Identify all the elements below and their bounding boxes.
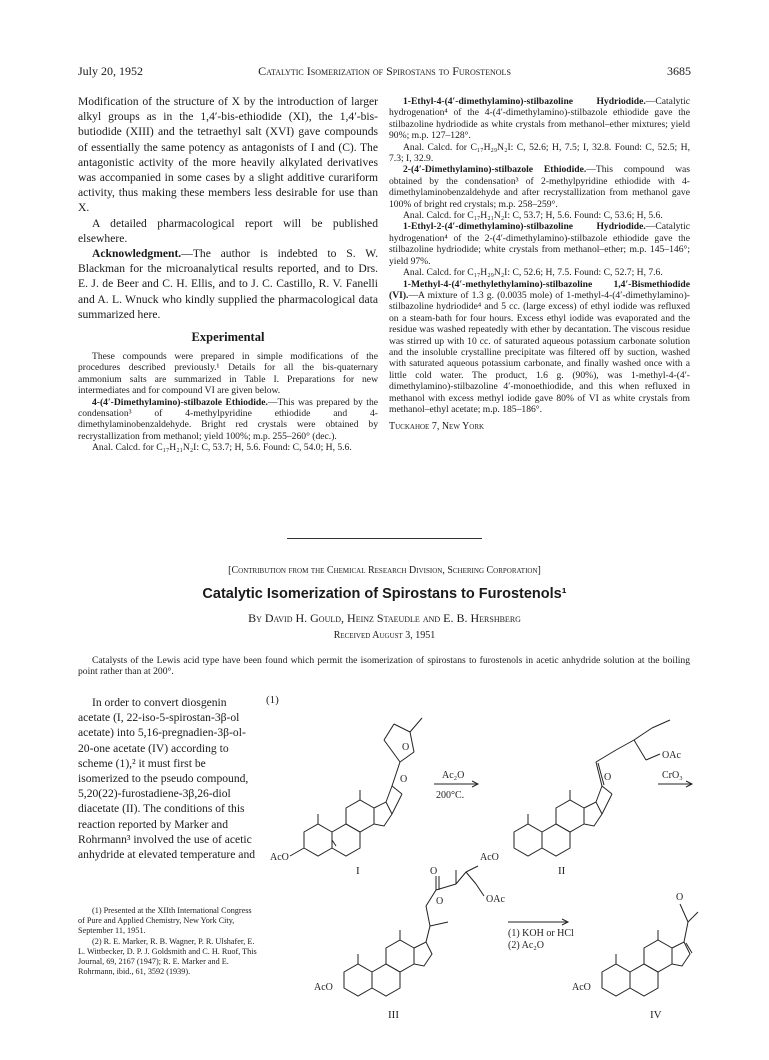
acetoxy-label-III: AcO	[314, 982, 333, 993]
entry-1	[389, 96, 690, 142]
experimental-stilbazole	[78, 397, 378, 443]
label-IV: IV	[650, 1009, 662, 1021]
entry-1-analysis: Anal. Calcd. for C₁₇H₂₉N₂I: C, 52.6; H, 7.5; I, 32.8. Found: C, 52.5; H, 7.3; I, 32.9.	[389, 141, 690, 165]
acetoxy-label-II-side: OAc	[662, 750, 681, 761]
article-authors: By David H. Gould, Heinz Staeudle and E. B. Hershberg	[248, 611, 521, 625]
footnotes	[78, 906, 258, 977]
running-title: Catalytic Isomerization of Spirostans to Furostenols	[258, 64, 511, 78]
article-separator	[287, 538, 482, 539]
carbonyl-oxygen-III: O	[430, 866, 438, 877]
entry-4-heading: 1-Methyl-4-(4′-methylethylamino)-stilbazoline 1,4′-Bismethiodide (VI).	[389, 278, 690, 301]
arrow-cro3	[658, 770, 692, 787]
entry-1-body: —Catalytic hydrogenation⁴ of the 4-(4′-dimethylamino)-stilbazole ethiodide gave the stilbazoline hydriodide as white crystals from methanol–ether mixtures; yield 90%; m.p. 127–128°.	[389, 96, 690, 142]
intro-paragraph: In order to convert diosgenin acetate (I, 22-iso-5-spirostan-3β-ol acetate) into 5,16-pregnadien-3β-ol-20-one acetate (IV) according to scheme (1),² it must first be isomerized to the pseudo compound, 5,20(22)-furostadiene-3β,26-diol diacetate (II). The conditions of this reaction reported by Marker and Rohrmann³ involved the use of acetic anhydride at elevated temperature and	[78, 696, 256, 862]
stilbazole-body: —This was prepared by the condensation³ of 4-methylpyridine ethiodide and 4-dimethylaminobenzaldehyde. Bright red crystals were obtained by recrystallization from methanol; yield 100%; m.p. 255–260° (dec.).	[78, 396, 378, 442]
place-signature: Tuckahoe 7, New York	[389, 421, 485, 433]
ring-oxygen-I-b: O	[402, 742, 410, 753]
entry-3	[389, 221, 690, 267]
header-date: July 20, 1952	[78, 64, 144, 78]
entry-3-analysis: Anal. Calcd. for C₁₇H₂₉N₂I: C, 52.6; H, 7.5. Found: C, 52.7; H, 7.6.	[403, 267, 663, 279]
entry-3-heading: 1-Ethyl-2-(4′-dimethylamino)-stilbazoline Hydriodide.	[403, 221, 646, 233]
ring-oxygen-I-a: O	[400, 774, 408, 785]
entry-4-body: —A mixture of 1.3 g. (0.0035 mole) of 1-methyl-4-(4′-dimethylamino)-stilbazoline hydriodide⁴ and 5 cc. (large excess) of ethyl iodide was refluxed on a steam-bath for four hours. Excess ethyl iodide was evaporated and the residue was washed repeatedly with ether by decantation. The viscous residue was stirred up with 10 cc. of saturated aqueous potassium carbonate solution and the insoluble crystalline precipitate was filtered off by suction, washed with saturated aqueous potassium carbonate, and finally washed once with a little cold water. The product, 1.6 g. (90%), was 1-methyl-4-(4′-dimethylamino)-stilbazoline 4′-monoethiodide, and this when refluxed in methanol with excess methyl iodide gave 80% of VI as white crystals from methanol–ethyl acetate; m.p. 185–186°.	[389, 289, 690, 415]
structure-III	[314, 866, 505, 1021]
footnote-1: (1) Presented at the XIIth International Congress of Pure and Applied Chemistry, New York City, September 11, 1951.	[78, 906, 252, 936]
structure-IV	[572, 892, 698, 1021]
reagent-koh: (1) KOH or HCl	[508, 928, 574, 939]
ester-oxygen-III: O	[436, 896, 444, 907]
footnote-2: (2) R. E. Marker, R. B. Wagner, P. R. Ulshafer, E. L. Wittbecker, D. P. J. Goldsmith and C. H. Ruof, This Journal, 69, 2167 (1947); R. E. Marker and E. Rohrmann, ibid., 61, 3592 (1939).	[78, 936, 257, 977]
entry-2-heading: 2-(4′-Dimethylamino)-stilbazole Ethiodide.	[403, 164, 587, 176]
arrow-ac2o	[434, 770, 478, 801]
right-column	[389, 96, 690, 433]
ketone-oxygen-IV: O	[676, 892, 684, 903]
reagent-temperature: 200°C.	[436, 790, 465, 801]
abstract: Catalysts of the Lewis acid type have been found which permit the isomerization of spirostans to furostenols in acetic anhydride solution at the boiling point rather than at 200°.	[78, 655, 690, 678]
entry-2	[389, 164, 690, 210]
stilbazole-heading: 4-(4′-Dimethylamino)-stilbazole Ethiodide.	[92, 396, 268, 408]
contribution-line: [Contribution from the Chemical Research Division, Schering Corporation]	[228, 565, 541, 576]
article-title: Catalytic Isomerization of Spirostans to Furostenols¹	[202, 586, 567, 602]
acetoxy-label-II: AcO	[480, 852, 499, 863]
acknowledgment	[78, 246, 378, 322]
entry-4	[389, 279, 690, 416]
reagent-ac2o: Ac₂O	[442, 770, 465, 781]
acknowledgment-body: —The author is indebted to S. W. Blackman for the microanalytical results reported, and to Drs. E. J. de Beer and C. H. Ellis, and to J. C. Castillo, R. V. Fanelli and A. L. Wnuck who kindly supplied the pharmacological data summarized here.	[78, 247, 378, 321]
label-III: III	[388, 1009, 399, 1021]
entry-3-body: —Catalytic hydrogenation⁴ of the 2-(4′-dimethylamino)-stilbazole ethiodide gave the stilbazoline hydriodide; white crystals from methanol–ether; m.p. 145–146°; yield 97%.	[389, 221, 690, 267]
stilbazole-analysis: Anal. Calcd. for C₁₇H₂₁N₂I: C, 53.7; H, 5.6. Found: C, 54.0; H, 5.6.	[92, 442, 352, 454]
arrow-hydrolysis	[508, 919, 574, 951]
acknowledgment-heading: Acknowledgment.	[92, 247, 182, 261]
intro-column	[78, 695, 258, 862]
label-I: I	[356, 865, 360, 877]
section-title-experimental: Experimental	[191, 330, 265, 345]
reagent-ac2o-2: (2) Ac₂O	[508, 940, 544, 951]
ring-oxygen-II: O	[604, 772, 612, 783]
paragraph-modification: Modification of the structure of X by the introduction of larger alkyl groups as in the 1,4′-bis-ethiodide (XI), the 1,4′-bis-butiodide (XIII) and the tetraethyl salt (XVI) gave compounds of essentially the same potency as antagonists of I and (C). The antagonistic activity of the more heavily alkylated derivatives was accompanied in some cases by a slight additive curariform activity, thus making these members less desirable for use than X.	[78, 95, 378, 215]
abstract-block	[78, 655, 690, 678]
experimental-intro: These compounds were prepared in simple modifications of the procedures described previously.¹ Details for all the bis-quaternary ammonium salts are summarized in Table I. Preparations for new intermediates and for compound VI are given below.	[78, 351, 378, 397]
paragraph-report: A detailed pharmacological report will be published elsewhere.	[78, 216, 378, 245]
acetoxy-label-I: AcO	[270, 852, 289, 863]
structure-II	[480, 720, 681, 877]
reaction-scheme	[260, 690, 700, 1050]
entry-1-heading: 1-Ethyl-4-(4′-dimethylamino)-stilbazoline Hydriodide.	[403, 96, 646, 107]
reagent-cro3: CrO₃	[662, 770, 683, 781]
acetoxy-label-IV: AcO	[572, 982, 591, 993]
label-II: II	[558, 865, 566, 877]
entry-2-body: —This compound was obtained by the condensation³ of 2-methylpyridine ethiodide with 4-dimethylaminobenzaldehyde and after recrystallization from methanol gave 100% of bright red crystals; m.p. 258–259°.	[389, 164, 691, 210]
structure-I	[270, 718, 422, 877]
scheme-number: (1)	[266, 694, 279, 706]
left-column	[78, 94, 378, 454]
acetoxy-label-III-side: OAc	[486, 894, 505, 905]
page-number: 3685	[667, 64, 691, 78]
received-date: Received August 3, 1951	[333, 630, 436, 641]
entry-2-analysis: Anal. Calcd. for C₁₇H₂₁N₂I: C, 53.7; H, 5.6. Found: C, 53.6; H, 5.6.	[403, 210, 663, 222]
